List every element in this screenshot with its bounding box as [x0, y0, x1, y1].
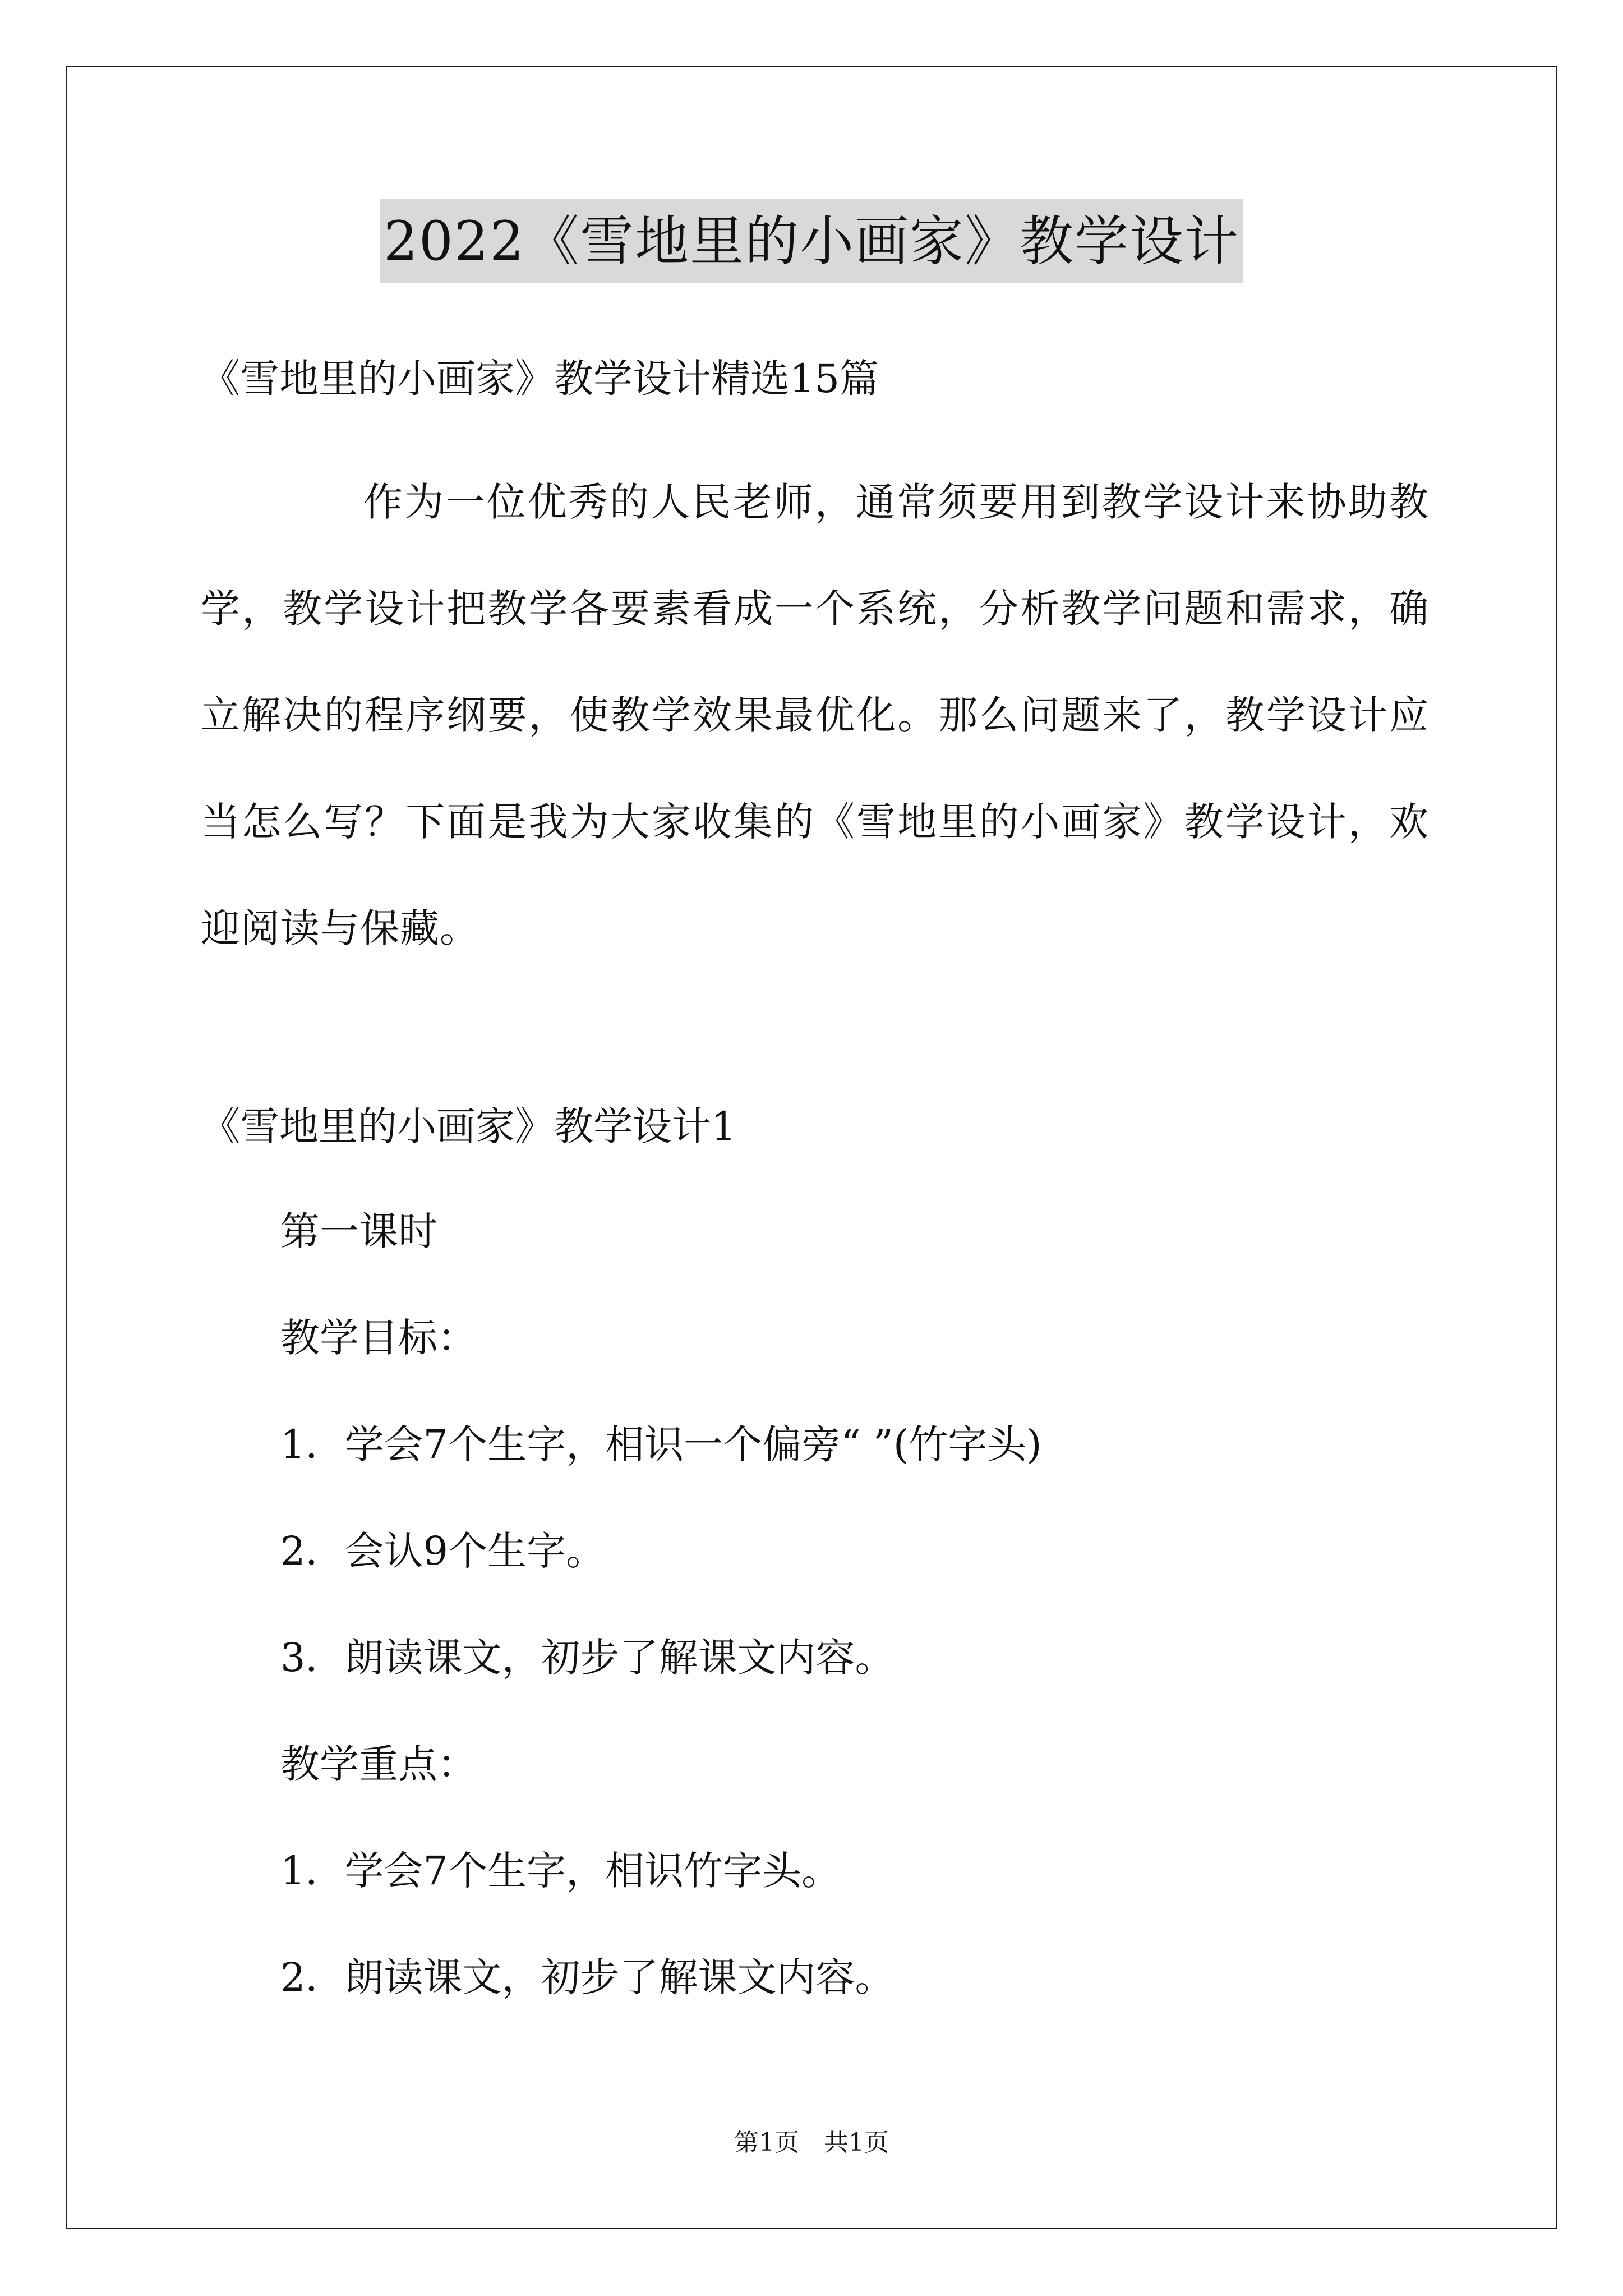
intro-paragraph: 作为一位优秀的人民老师，通常须要用到教学设计来协助教学，教学设计把教学各要素看成一个系统，分析教学问题和需求，确立解决的程序纲要，使教学效果最优化。那么问题来了，教学设计应当怎么写？下面是我为大家收集的《雪地里的小画家》教学设计，欢迎阅读与保藏。 [201, 479, 1429, 951]
goal-item-3: 3．朗读课文，初步了解课文内容。 [280, 1635, 895, 1681]
document-title: 2022《雪地里的小画家》教学设计 [380, 199, 1243, 283]
subtitle: 《雪地里的小画家》教学设计精选15篇 [201, 356, 879, 402]
focus-item-2: 2．朗读课文，初步了解课文内容。 [280, 1954, 895, 2000]
focus-item-1: 1．学会7个生字，相识竹字头。 [280, 1848, 841, 1894]
lesson-label: 第一课时 [280, 1208, 437, 1254]
focus-heading: 教学重点： [280, 1741, 477, 1787]
goal-item-1: 1．学会7个生字，相识一个偏旁“ ”(竹字头) [280, 1421, 1042, 1467]
title-container [0, 199, 1623, 283]
section-heading: 《雪地里的小画家》教学设计1 [201, 1103, 736, 1149]
goal-item-2: 2．会认9个生字。 [280, 1528, 606, 1574]
goals-heading: 教学目标： [280, 1315, 477, 1361]
page-footer: 第1页 共1页 [734, 2128, 889, 2157]
